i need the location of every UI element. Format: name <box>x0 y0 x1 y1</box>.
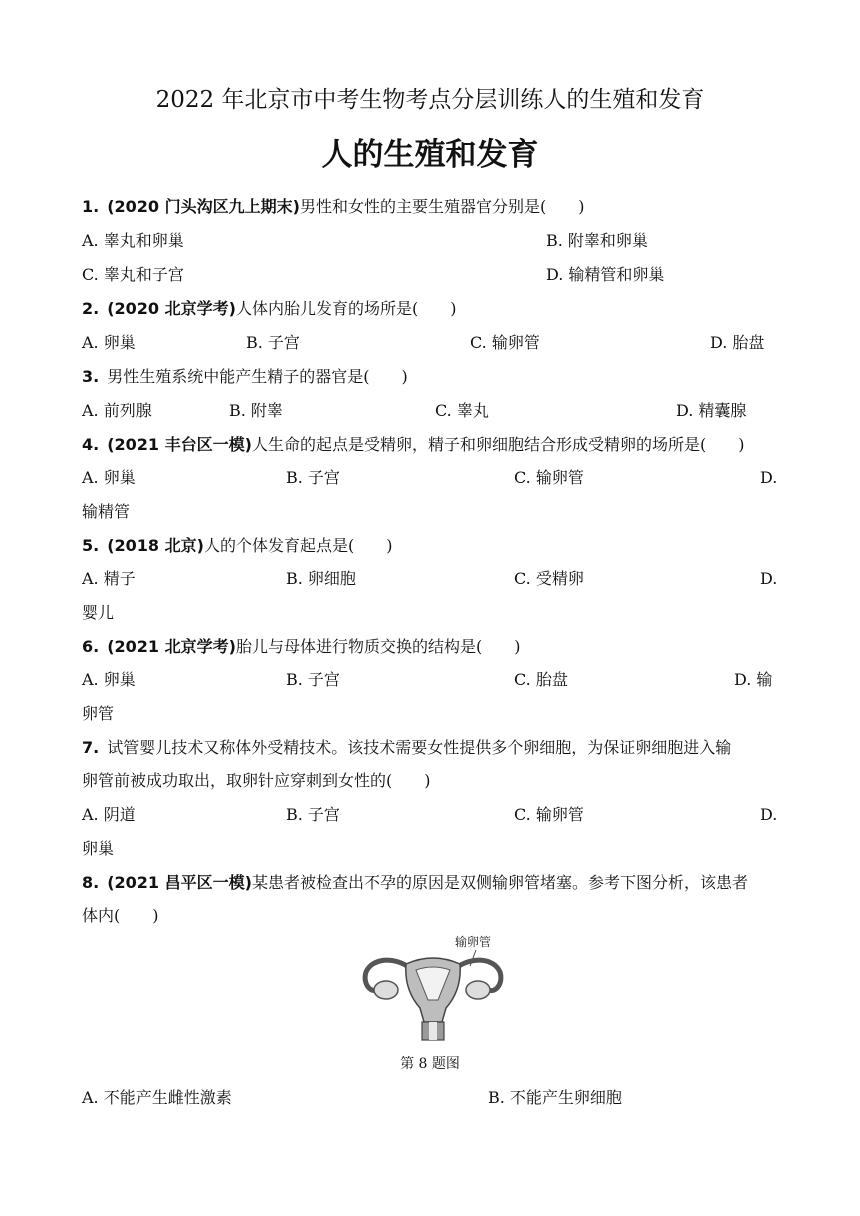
question-source: (2020 门头沟区九上期末) <box>107 197 300 216</box>
question-4 <box>82 434 744 456</box>
option-d-continued: 婴儿 <box>82 603 115 622</box>
option-b: B. 卵细胞 <box>286 569 356 588</box>
question-number: 3. <box>82 367 100 386</box>
question-stem: 胎儿与母体进行物质交换的结构是( ) <box>235 637 521 656</box>
question-stem: 男性生殖系统中能产生精子的器官是( ) <box>107 367 408 386</box>
option-b: B. 子宫 <box>246 333 300 352</box>
option-c: C. 睾丸和子宫 <box>82 265 184 284</box>
question-number: 6. <box>82 637 100 656</box>
option-b: B. 附睾和卵巢 <box>546 231 648 250</box>
option-d: D. 精囊腺 <box>676 401 747 420</box>
figure-caption: 第 8 题图 <box>400 1056 460 1072</box>
question-1 <box>82 196 584 218</box>
uterus-illustration <box>358 930 508 1042</box>
option-b: B. 子宫 <box>286 670 340 689</box>
document-title: 2022 年北京市中考生物考点分层训练人的生殖和发育 <box>155 87 705 113</box>
question-number: 7. <box>82 738 100 757</box>
option-d: D. <box>760 468 778 487</box>
option-d-continued: 卵巢 <box>82 839 115 858</box>
option-d: D. 输 <box>734 670 773 689</box>
option-d-continued: 输精管 <box>82 502 131 521</box>
option-b: B. 附睾 <box>229 401 283 420</box>
question-7-line-2: 卵管前被成功取出，取卵针应穿刺到女性的( ) <box>82 771 431 790</box>
option-c: C. 输卵管 <box>514 805 584 824</box>
option-d: D. 输精管和卵巢 <box>546 265 665 284</box>
option-b: B. 子宫 <box>286 468 340 487</box>
option-a: A. 睾丸和卵巢 <box>82 231 184 250</box>
option-c: C. 胎盘 <box>514 670 568 689</box>
question-8 <box>82 872 748 894</box>
question-stem: 某患者被检查出不孕的原因是双侧输卵管堵塞。参考下图分析，该患者 <box>251 873 748 892</box>
question-source: (2021 昌平区一模) <box>107 873 252 892</box>
question-number: 2. <box>82 299 100 318</box>
option-d: D. <box>760 805 778 824</box>
option-d: D. <box>760 569 778 588</box>
figure-label: 输卵管 <box>455 935 492 949</box>
question-3 <box>82 366 408 388</box>
question-stem: 试管婴儿技术又称体外受精技术。该技术需要女性提供多个卵细胞，为保证卵细胞进入输 <box>107 738 732 757</box>
question-stem: 男性和女性的主要生殖器官分别是( ) <box>299 197 585 216</box>
option-a: A. 卵巢 <box>82 670 136 689</box>
question-number: 8. <box>82 873 100 892</box>
option-a: A. 阴道 <box>82 805 136 824</box>
option-b: B. 子宫 <box>286 805 340 824</box>
option-b: B. 不能产生卵细胞 <box>488 1088 622 1107</box>
question-stem: 人生命的起点是受精卵，精子和卵细胞结合形成受精卵的场所是( ) <box>251 435 745 454</box>
question-8-line-2: 体内( ) <box>82 906 159 925</box>
left-ovary <box>374 981 398 999</box>
right-ovary <box>466 981 490 999</box>
question-number: 5. <box>82 536 100 555</box>
question-stem: 人的个体发育起点是( ) <box>203 536 393 555</box>
question-source: (2020 北京学考) <box>107 299 236 318</box>
option-c: C. 受精卵 <box>514 569 584 588</box>
question-5 <box>82 535 392 557</box>
question-number: 1. <box>82 197 100 216</box>
option-a: A. 前列腺 <box>82 401 152 420</box>
question-source: (2021 丰台区一模) <box>107 435 252 454</box>
question-2 <box>82 298 456 320</box>
vaginal-canal <box>429 1022 437 1040</box>
option-a: A. 精子 <box>82 569 136 588</box>
question-source: (2018 北京) <box>107 536 204 555</box>
option-a: A. 不能产生雌性激素 <box>82 1088 232 1107</box>
option-a: A. 卵巢 <box>82 333 136 352</box>
option-c: C. 输卵管 <box>470 333 540 352</box>
question-6 <box>82 636 520 658</box>
question-7 <box>82 737 731 759</box>
option-d: D. 胎盘 <box>710 333 765 352</box>
option-a: A. 卵巢 <box>82 468 136 487</box>
question-stem: 人体内胎儿发育的场所是( ) <box>235 299 457 318</box>
question-source: (2021 北京学考) <box>107 637 236 656</box>
option-c: C. 输卵管 <box>514 468 584 487</box>
question-number: 4. <box>82 435 100 454</box>
section-title: 人的生殖和发育 <box>321 137 539 173</box>
uterus-diagram <box>358 930 508 1042</box>
option-d-continued: 卵管 <box>82 704 115 723</box>
option-c: C. 睾丸 <box>435 401 489 420</box>
